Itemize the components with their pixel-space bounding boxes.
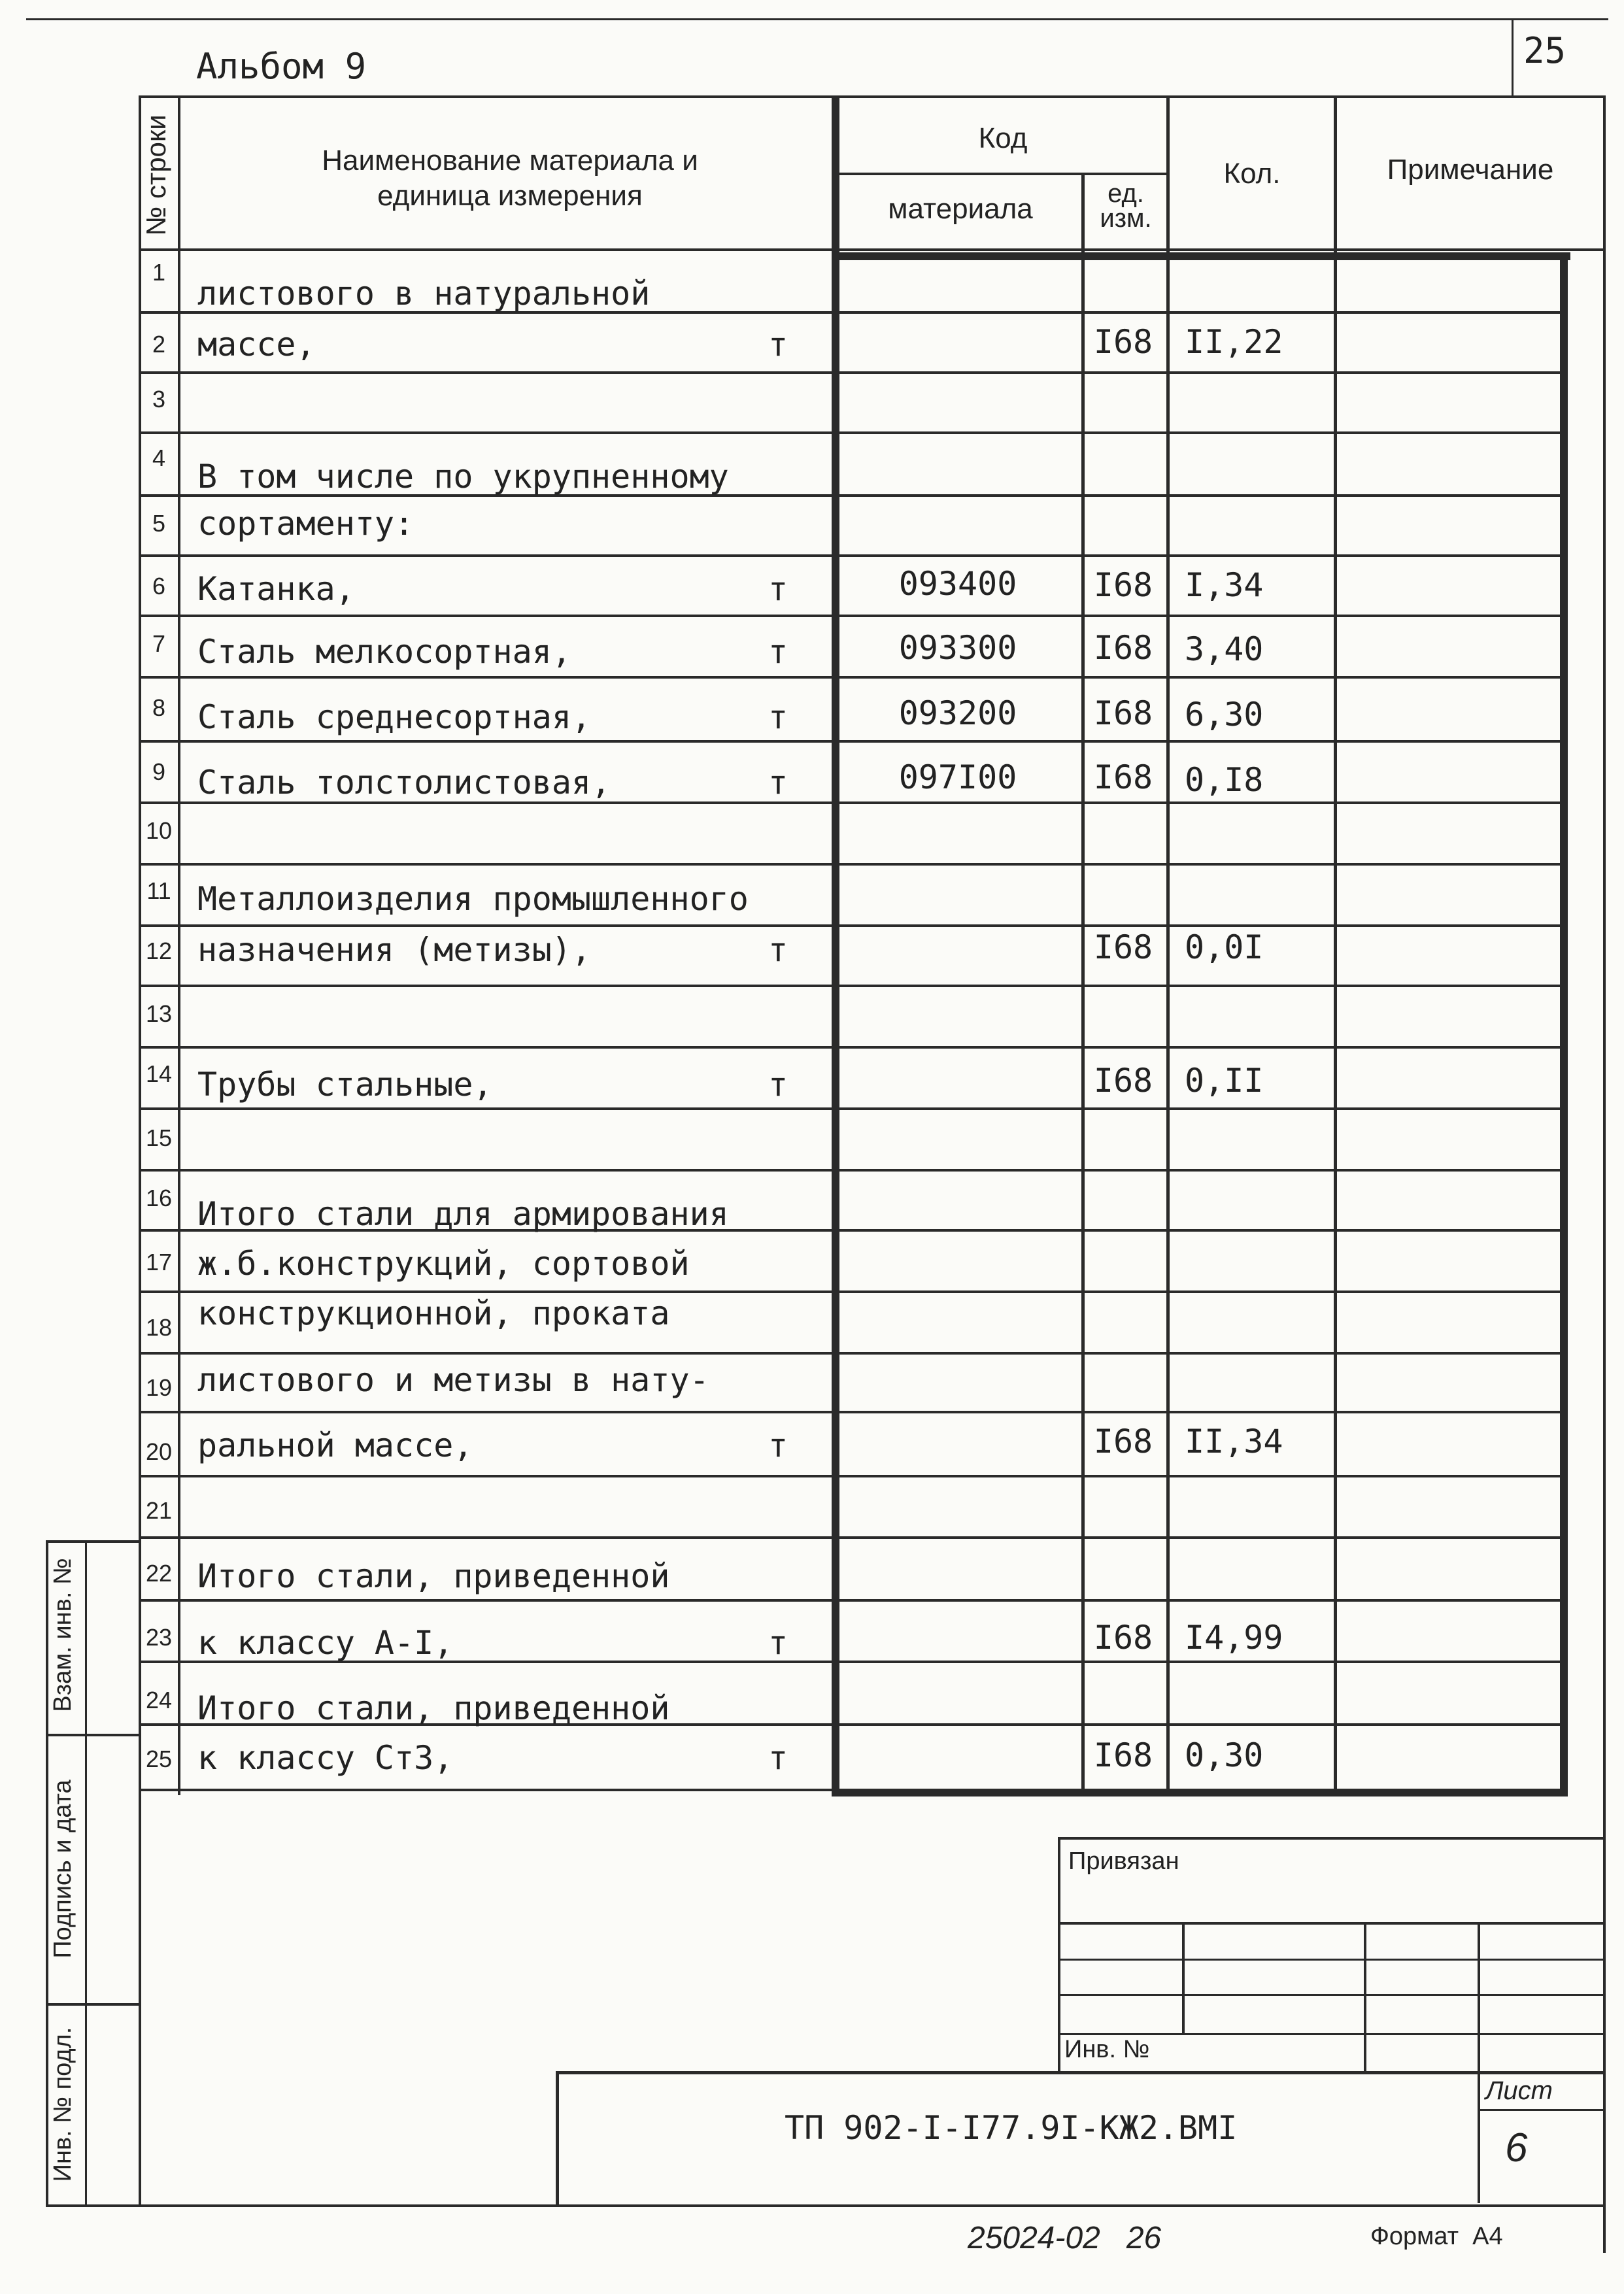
col-material-right bbox=[1081, 174, 1085, 1791]
row-text: конструкционной, проката bbox=[197, 1294, 670, 1332]
row-quantity: 6,30 bbox=[1185, 696, 1264, 734]
row-material-code: 093200 bbox=[898, 694, 1017, 732]
row-unit-code: I68 bbox=[1093, 566, 1153, 604]
row-separator bbox=[139, 1475, 1561, 1477]
row-separator bbox=[139, 1411, 1561, 1413]
row-number: 7 bbox=[152, 630, 166, 657]
stamp-row3 bbox=[1058, 1994, 1604, 1996]
row-separator bbox=[139, 863, 1561, 866]
header-code: Код bbox=[978, 122, 1028, 154]
format-label: Формат А4 bbox=[1370, 2223, 1503, 2250]
side-strip-mid bbox=[85, 1540, 87, 2207]
row-unit-code: I68 bbox=[1093, 323, 1153, 361]
side-strip-div1 bbox=[46, 1734, 141, 1736]
row-unit: т bbox=[768, 698, 788, 736]
row-unit-code: I68 bbox=[1093, 1062, 1153, 1100]
row-number: 17 bbox=[145, 1249, 173, 1275]
row-text: массе, bbox=[197, 326, 316, 363]
row-text: Итого стали, приведенной bbox=[197, 1557, 670, 1595]
row-quantity: 0,II bbox=[1185, 1062, 1264, 1100]
row-unit-code: I68 bbox=[1093, 1423, 1153, 1460]
row-unit-code: I68 bbox=[1093, 758, 1153, 796]
row-separator bbox=[139, 1290, 1561, 1293]
row-number: 3 bbox=[152, 386, 166, 413]
row-text: Сталь толстолистовая, bbox=[197, 764, 611, 801]
header-bottom bbox=[139, 248, 1606, 251]
thick-box-right bbox=[1560, 252, 1568, 1796]
row-number: 13 bbox=[145, 1000, 173, 1027]
row-number: 6 bbox=[152, 573, 166, 599]
row-material-code: 097I00 bbox=[898, 758, 1017, 796]
header-material: материала bbox=[888, 193, 1033, 225]
stamp-col2 bbox=[1364, 1922, 1366, 2072]
row-text: ральной массе, bbox=[197, 1426, 473, 1464]
row-unit-code: I68 bbox=[1093, 1619, 1153, 1657]
row-unit: т bbox=[768, 764, 788, 801]
row-material-code: 093300 bbox=[898, 629, 1017, 667]
row-separator bbox=[139, 740, 1561, 743]
row-number: 18 bbox=[145, 1314, 173, 1341]
row-separator bbox=[139, 1169, 1561, 1172]
thick-box-bottom bbox=[832, 1789, 1568, 1796]
header-qty: Кол. bbox=[1223, 158, 1281, 190]
row-text: сортаменту: bbox=[197, 505, 414, 543]
rows-bottom bbox=[139, 1789, 838, 1791]
row-text: назначения (метизы), bbox=[197, 931, 592, 969]
row-quantity: II,22 bbox=[1185, 323, 1283, 361]
row-text: Итого стали, приведенной bbox=[197, 1689, 670, 1727]
stamp-privyazan: Привязан bbox=[1068, 1847, 1179, 1875]
frame-right bbox=[1603, 95, 1606, 2253]
row-number: 9 bbox=[152, 758, 166, 785]
thick-box-top bbox=[832, 252, 1570, 260]
album-title: Альбом 9 bbox=[196, 46, 367, 87]
row-unit: т bbox=[768, 633, 788, 671]
stamp-inv-no: Инв. № bbox=[1064, 2036, 1150, 2063]
document-code: ТП 902-I-I77.9I-КЖ2.ВМI bbox=[785, 2109, 1238, 2147]
label-podpis-data: Подпись и дата bbox=[49, 1780, 76, 1959]
sheet-label: Лист bbox=[1485, 2076, 1553, 2105]
row-text: Итого стали для армирования bbox=[197, 1195, 729, 1233]
frame-top bbox=[139, 95, 1606, 98]
stamp-main-top bbox=[556, 2071, 1604, 2074]
col-name-right bbox=[832, 95, 839, 1795]
row-quantity: I4,99 bbox=[1185, 1619, 1283, 1657]
row-separator bbox=[139, 1536, 1561, 1539]
row-number: 8 bbox=[152, 694, 166, 721]
row-quantity: 3,40 bbox=[1185, 630, 1264, 668]
code-subheader-line bbox=[837, 173, 1168, 175]
row-separator bbox=[139, 554, 1561, 557]
stamp-col3 bbox=[1478, 1922, 1480, 2203]
row-quantity: 0,I8 bbox=[1185, 761, 1264, 799]
row-separator bbox=[139, 371, 1561, 374]
side-strip-div2 bbox=[46, 2003, 141, 2006]
row-separator bbox=[139, 1046, 1561, 1049]
row-unit-code: I68 bbox=[1093, 1736, 1153, 1774]
row-separator bbox=[139, 1107, 1561, 1110]
row-number: 23 bbox=[145, 1624, 173, 1651]
row-number: 19 bbox=[145, 1374, 173, 1401]
row-text: Катанка, bbox=[197, 570, 355, 608]
header-note: Примечание bbox=[1387, 154, 1554, 186]
side-strip-left bbox=[46, 1540, 48, 2207]
row-separator bbox=[139, 615, 1561, 617]
header-row-number: № строки bbox=[141, 114, 171, 236]
stamp-left bbox=[1058, 1837, 1060, 2072]
row-unit: т bbox=[768, 1624, 788, 1662]
row-number: 20 bbox=[145, 1438, 173, 1465]
page-number: 25 bbox=[1523, 30, 1566, 71]
row-text: листового в натуральной bbox=[197, 275, 651, 312]
header-unit-line2: изм. bbox=[1100, 204, 1152, 233]
header-unit-line1: ед. bbox=[1108, 179, 1144, 208]
row-quantity: 0,30 bbox=[1185, 1736, 1264, 1774]
row-text: к классу Ст3, bbox=[197, 1739, 454, 1777]
row-unit-code: I68 bbox=[1093, 928, 1153, 966]
row-quantity: 0,0I bbox=[1185, 928, 1264, 966]
row-number: 25 bbox=[145, 1746, 173, 1772]
row-text: ж.б.конструкций, сортовой bbox=[197, 1245, 690, 1283]
row-separator bbox=[139, 924, 1561, 927]
row-number: 11 bbox=[146, 877, 171, 904]
row-text: Металлоизделия промышленного bbox=[197, 880, 749, 918]
row-separator bbox=[139, 431, 1561, 434]
row-number: 1 bbox=[152, 259, 166, 286]
row-text: Сталь мелкосортная, bbox=[197, 633, 571, 671]
stamp-top bbox=[1058, 1837, 1604, 1840]
row-separator bbox=[139, 676, 1561, 679]
row-quantity: II,34 bbox=[1185, 1423, 1283, 1460]
row-separator bbox=[139, 1599, 1561, 1602]
row-number: 5 bbox=[152, 510, 166, 537]
row-text: В том числе по укрупненному bbox=[197, 458, 729, 496]
row-number: 12 bbox=[145, 937, 173, 964]
row-number: 24 bbox=[145, 1687, 173, 1713]
header-name-line2: единица измерения bbox=[377, 180, 643, 212]
row-separator bbox=[139, 801, 1561, 804]
row-unit-code: I68 bbox=[1093, 629, 1153, 667]
row-unit: т bbox=[768, 1739, 788, 1777]
row-number: 21 bbox=[145, 1497, 173, 1524]
label-inv-podl: Инв. № подл. bbox=[49, 2027, 76, 2182]
row-number: 10 bbox=[145, 817, 173, 844]
stamp-col1 bbox=[1182, 1922, 1185, 2034]
row-quantity: I,34 bbox=[1185, 566, 1264, 604]
row-unit: т bbox=[768, 570, 788, 608]
row-text: листового и метизы в нату- bbox=[197, 1361, 709, 1399]
row-unit: т bbox=[768, 1066, 788, 1104]
row-number: 15 bbox=[145, 1124, 173, 1151]
stamp-row1 bbox=[1058, 1922, 1604, 1925]
sheet-number: 6 bbox=[1505, 2125, 1528, 2170]
handwritten-number: 25024-02 26 bbox=[968, 2221, 1162, 2255]
stamp-main-left bbox=[556, 2071, 559, 2207]
row-unit-code: I68 bbox=[1093, 694, 1153, 732]
row-text: Сталь среднесортная, bbox=[197, 698, 592, 736]
row-unit: т bbox=[768, 1426, 788, 1464]
frame-bottom bbox=[46, 2204, 1606, 2207]
row-unit: т bbox=[768, 931, 788, 969]
page-number-box-left bbox=[1512, 18, 1514, 95]
row-number: 2 bbox=[152, 331, 166, 358]
row-separator bbox=[139, 985, 1561, 987]
row-number: 4 bbox=[152, 445, 166, 471]
stamp-row4 bbox=[1058, 2033, 1604, 2035]
row-material-code: 093400 bbox=[898, 565, 1017, 603]
row-text: к классу А-I, bbox=[197, 1624, 454, 1662]
stamp-row2 bbox=[1058, 1959, 1604, 1961]
header-name-line1: Наименование материала и bbox=[322, 144, 698, 177]
row-number: 22 bbox=[145, 1560, 173, 1587]
row-unit: т bbox=[768, 326, 788, 363]
row-separator bbox=[139, 1352, 1561, 1355]
sheet-label-divider bbox=[1478, 2109, 1604, 2111]
label-vzam-inv: Взам. инв. № bbox=[49, 1558, 76, 1712]
row-text: Трубы стальные, bbox=[197, 1066, 493, 1104]
row-number: 16 bbox=[145, 1185, 173, 1211]
row-number: 14 bbox=[145, 1060, 173, 1087]
top-border bbox=[26, 18, 1608, 20]
